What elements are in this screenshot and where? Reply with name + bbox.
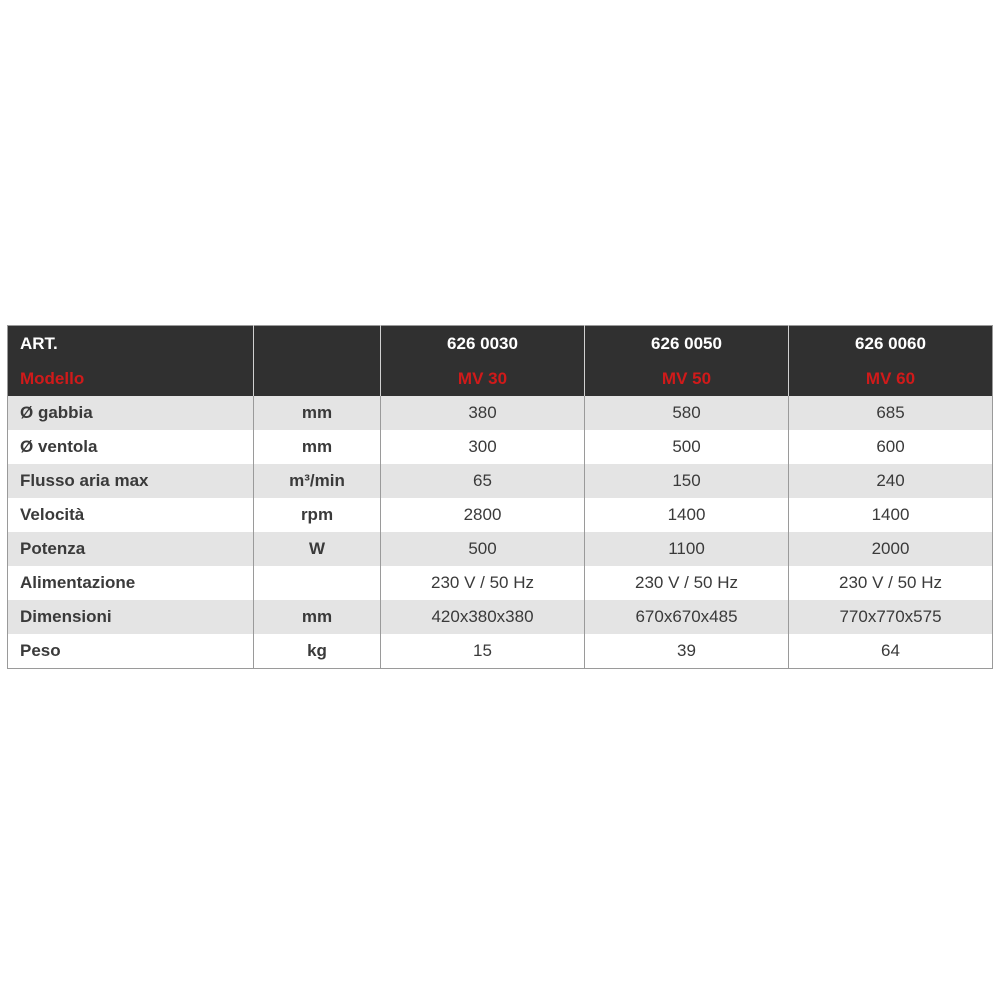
table-row: [8, 600, 993, 634]
model-name: MV 60: [789, 361, 993, 396]
spec-value: 150: [585, 464, 789, 498]
spec-value: 685: [789, 396, 993, 430]
spec-value: 380: [381, 396, 585, 430]
spec-table: [7, 325, 993, 669]
spec-value: 500: [381, 532, 585, 566]
spec-value: 240: [789, 464, 993, 498]
spec-value: 1100: [585, 532, 789, 566]
spec-value: 230 V / 50 Hz: [381, 566, 585, 600]
art-number: 626 0030: [381, 326, 585, 362]
art-label: ART.: [8, 326, 254, 362]
spec-label: Potenza: [8, 532, 254, 566]
header-row-model: [8, 361, 993, 396]
table-row: [8, 532, 993, 566]
table-row: [8, 634, 993, 669]
table-row: [8, 430, 993, 464]
spec-unit: mm: [254, 430, 381, 464]
spec-value: 580: [585, 396, 789, 430]
spec-value: 770x770x575: [789, 600, 993, 634]
art-number: 626 0050: [585, 326, 789, 362]
spec-label: Dimensioni: [8, 600, 254, 634]
art-number: 626 0060: [789, 326, 993, 362]
spec-unit: mm: [254, 396, 381, 430]
spec-value: 230 V / 50 Hz: [789, 566, 993, 600]
spec-value: 600: [789, 430, 993, 464]
table-row: [8, 566, 993, 600]
spec-value: 1400: [789, 498, 993, 532]
spec-value: 230 V / 50 Hz: [585, 566, 789, 600]
spec-unit: m³/min: [254, 464, 381, 498]
spec-label: Alimentazione: [8, 566, 254, 600]
spec-unit: mm: [254, 600, 381, 634]
spec-label: Ø gabbia: [8, 396, 254, 430]
model-name: MV 50: [585, 361, 789, 396]
spec-value: 2800: [381, 498, 585, 532]
spec-unit: W: [254, 532, 381, 566]
header-unit-cell: [254, 361, 381, 396]
spec-unit: kg: [254, 634, 381, 669]
spec-value: 500: [585, 430, 789, 464]
spec-value: 1400: [585, 498, 789, 532]
header-row-art: [8, 326, 993, 362]
spec-value: 300: [381, 430, 585, 464]
spec-label: Flusso aria max: [8, 464, 254, 498]
table-row: [8, 396, 993, 430]
spec-value: 2000: [789, 532, 993, 566]
model-name: MV 30: [381, 361, 585, 396]
header-unit-cell: [254, 326, 381, 362]
spec-value: 670x670x485: [585, 600, 789, 634]
spec-value: 15: [381, 634, 585, 669]
spec-value: 420x380x380: [381, 600, 585, 634]
table-row: [8, 464, 993, 498]
spec-value: 39: [585, 634, 789, 669]
table-row: [8, 498, 993, 532]
model-label: Modello: [8, 361, 254, 396]
spec-label: Ø ventola: [8, 430, 254, 464]
spec-unit: [254, 566, 381, 600]
spec-value: 65: [381, 464, 585, 498]
spec-unit: rpm: [254, 498, 381, 532]
spec-value: 64: [789, 634, 993, 669]
spec-label: Velocità: [8, 498, 254, 532]
spec-label: Peso: [8, 634, 254, 669]
